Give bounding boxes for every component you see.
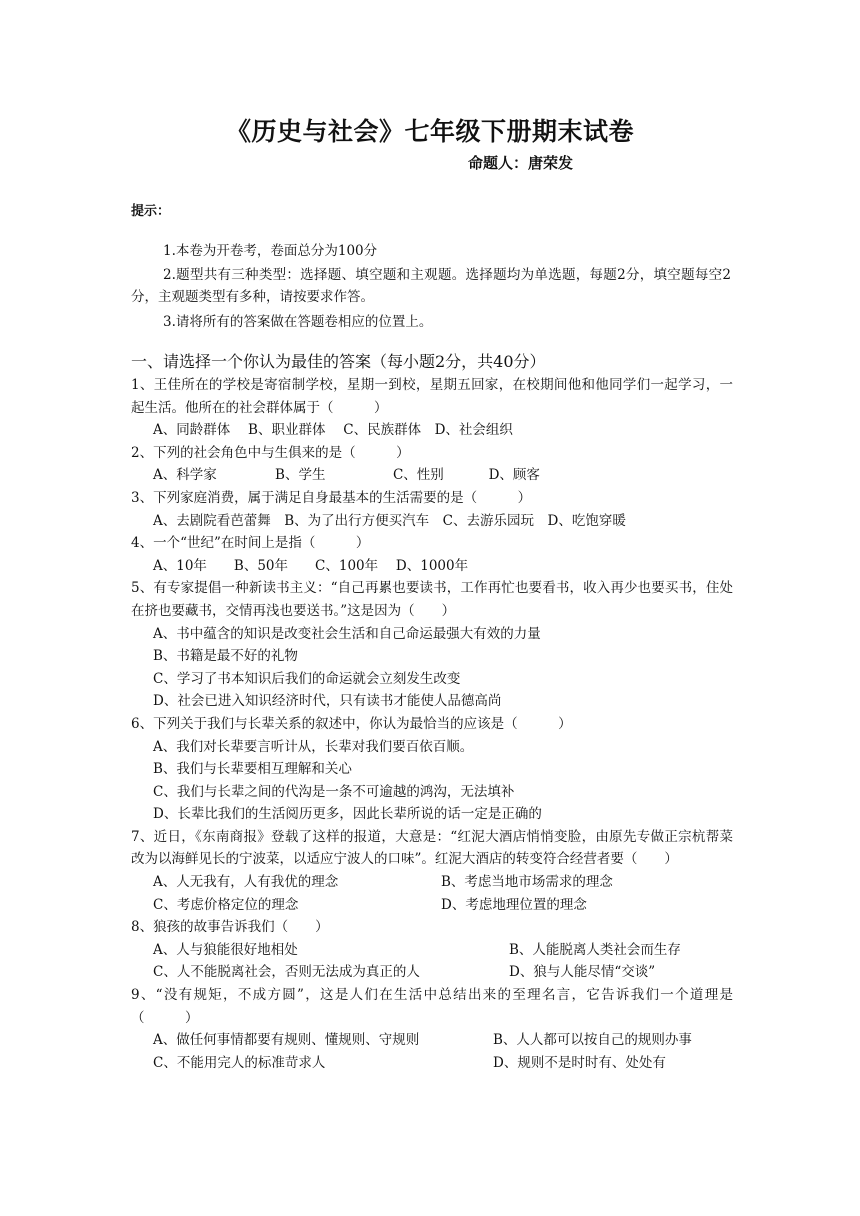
question-option: B、考虑当地市场需求的理念 — [441, 874, 613, 891]
question-option: B、人人都可以按自己的规则办事 — [493, 1032, 692, 1049]
question-list — [131, 374, 733, 1074]
question-options: A、同龄群体 B、职业群体 C、民族群体 D、社会组织 — [153, 422, 513, 439]
question-option: C、人不能脱离社会，否则无法成为真正的人 — [153, 964, 420, 981]
hints-label: 提示： — [131, 204, 171, 219]
question-stem: 9、“没有规矩，不成方圆”，这是人们在生活中总结出来的至理名言，它告诉我们一个道理是（ ） — [131, 987, 733, 1026]
question-options: A、10年 B、50年 C、100年 D、1000年 — [153, 557, 469, 574]
question-option: D、社会已进入知识经济时代，只有读书才能使人品德高尚 — [153, 693, 502, 710]
question-option: D、考虑地理位置的理念 — [441, 896, 587, 913]
question-option-row — [131, 961, 733, 984]
question-option: C、不能用完人的标准苛求人 — [153, 1054, 326, 1071]
question-stem: 4、一个“世纪”在时间上是指（ ） — [131, 535, 370, 552]
question-option-row — [131, 1052, 733, 1075]
question-options: A、去剧院看芭蕾舞 B、为了出行方便买汽车 C、去游乐园玩 D、吃饱穿暖 — [153, 512, 626, 529]
question-option: C、考虑价格定位的理念 — [153, 896, 299, 913]
question-options: A、科学家 B、学生 C、性别 D、顾客 — [153, 467, 540, 484]
hint-item-2: 2.题型共有三种类型：选择题、填空题和主观题。选择题均为单选题，每题2分，填空题每空2分，主观题类型有多种，请按要求作答。 — [131, 267, 731, 305]
question-stem: 2、下列的社会角色中与生俱来的是（ ） — [131, 444, 410, 461]
question-option: B、人能脱离人类社会而生存 — [509, 941, 681, 958]
question-option: B、我们与长辈要相互理解和关心 — [153, 761, 352, 778]
question-stem: 7、近日，《东南商报》登载了这样的报道，大意是：“红泥大酒店悄悄变脸，由原先专做正宗杭帮菜改为以海鲜见长的宁波菜，以适应宁波人的口味”。红泥大酒店的转变符合经营者要（ ） — [131, 828, 733, 868]
hint-item-3: 3.请将所有的答案做在答题卷相应的位置上。 — [163, 314, 433, 330]
question-option: A、人与狼能很好地相处 — [153, 941, 298, 958]
question-stem: 8、狼孩的故事告诉我们（ ） — [131, 919, 329, 936]
question-stem: 6、下列关于我们与长辈关系的叙述中，你认为最恰当的应该是（ ） — [131, 715, 572, 732]
question-option: A、我们对长辈要言听计从，长辈对我们要百依百顺。 — [153, 738, 474, 755]
question-option: D、狼与人能尽情“交谈” — [509, 964, 656, 981]
question-option-row — [131, 894, 733, 917]
question-option: D、长辈比我们的生活阅历更多，因此长辈所说的话一定是正确的 — [153, 806, 542, 823]
hint-item-1: 1.本卷为开卷考，卷面总分为100分 — [163, 243, 378, 259]
question-stem: 5、有专家提倡一种新读书主义：“自己再累也要读书，工作再忙也要看书，收入再少也要买书，住处在挤也要藏书，交情再浅也要送书。”这是因为（ ） — [131, 580, 733, 619]
question-stem: 1、王佳所在的学校是寄宿制学校，星期一到校，星期五回家，在校期间他和他同学们一起学习，一起生活。他所在的社会群体属于（ ） — [131, 377, 733, 416]
question-option: C、学习了书本知识后我们的命运就会立刻发生改变 — [153, 670, 461, 687]
question-option: A、做任何事情都要有规则、懂规则、守规则 — [153, 1032, 420, 1049]
question-option: C、我们与长辈之间的代沟是一条不可逾越的鸿沟，无法填补 — [153, 783, 515, 800]
author-line: 命题人：唐荣发 — [468, 154, 574, 172]
question-option-row — [131, 939, 733, 962]
question-option: A、书中蕴含的知识是改变社会生活和自己命运最强大有效的力量 — [153, 625, 541, 642]
section-heading: 一、请选择一个你认为最佳的答案（每小题2分，共40分） — [131, 352, 546, 371]
question-option: D、规则不是时时有、处处有 — [493, 1054, 666, 1071]
page-title: 《历史与社会》七年级下册期末试卷 — [225, 117, 634, 146]
question-option: B、书籍是最不好的礼物 — [153, 648, 298, 665]
question-stem: 3、下列家庭消费，属于满足自身最基本的生活需要的是（ ） — [131, 489, 532, 506]
question-option-row — [131, 1029, 733, 1052]
question-option-row — [131, 871, 733, 894]
question-option: A、人无我有，人有我优的理念 — [153, 874, 339, 891]
